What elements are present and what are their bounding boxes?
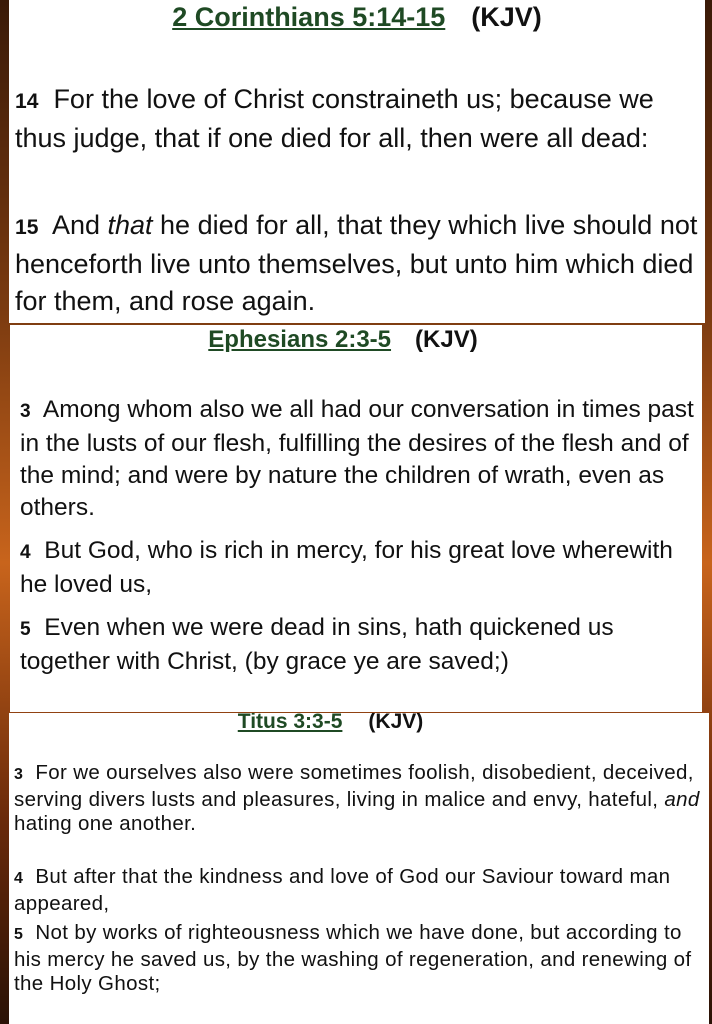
passage-heading xyxy=(9,2,705,33)
verse-text: Not by works of righteousness which we have done, but according to his mercy he saved us, by the washing of regeneration, and renewing of the Holy Ghost; xyxy=(14,921,692,995)
passage-panel-titus xyxy=(9,713,709,1024)
verse-text-pre: And xyxy=(51,210,108,240)
verse-text: Among whom also we all had our conversation in times past in the lusts of our flesh, fulfilling the desires of the flesh and of the mind; and were by nature the children of wrath, even as others. xyxy=(20,396,694,521)
passage-heading xyxy=(9,713,709,734)
verse-number: 3 xyxy=(14,766,24,783)
passage-panel-2-corinthians xyxy=(9,0,705,323)
verse-text-italic: that xyxy=(107,210,153,240)
verse-text-post: hating one another. xyxy=(14,812,197,835)
verse-number: 5 xyxy=(20,619,31,640)
verse-3 xyxy=(14,761,705,837)
verse-text-italic: and xyxy=(664,787,700,811)
verse-15 xyxy=(15,207,701,320)
passage-reference-link[interactable]: Titus 3:3-5 xyxy=(237,713,343,733)
passage-heading xyxy=(10,326,702,354)
verse-number: 4 xyxy=(20,542,31,563)
verse-number: 15 xyxy=(15,216,39,239)
verse-4 xyxy=(14,865,705,916)
verse-number: 5 xyxy=(14,926,24,943)
verse-text-post: he died for all, that they which live should not henceforth live unto themselves, but unto him which died for them, and rose again. xyxy=(15,210,698,316)
verse-text: But God, who is rich in mercy, for his great love wherewith he loved us, xyxy=(20,537,673,598)
passage-panel-ephesians xyxy=(10,325,702,712)
passage-reference-link[interactable]: 2 Corinthians 5:14-15 xyxy=(172,2,446,32)
verse-5 xyxy=(20,612,698,678)
version-label: (KJV) xyxy=(471,2,542,32)
verse-4 xyxy=(20,535,698,601)
passage-reference-link[interactable]: Ephesians 2:3-5 xyxy=(208,326,392,353)
verse-14 xyxy=(15,81,701,157)
verse-number: 3 xyxy=(20,401,31,422)
verse-number: 4 xyxy=(14,870,24,887)
verse-number: 14 xyxy=(15,90,39,113)
verse-3 xyxy=(20,394,698,524)
verse-text-pre: For we ourselves also were sometimes foolish, disobedient, deceived, serving divers lusts and pleasures, living in malice and envy, hateful, xyxy=(14,761,694,811)
verse-text: Even when we were dead in sins, hath quickened us together with Christ, (by grace ye are saved;) xyxy=(20,614,614,675)
version-label: (KJV) xyxy=(368,713,424,733)
verse-5 xyxy=(14,921,705,997)
verse-text: For the love of Christ constraineth us; because we thus judge, that if one died for all, then were all dead: xyxy=(15,84,654,153)
verse-text: But after that the kindness and love of God our Saviour toward man appeared, xyxy=(14,865,671,915)
version-label: (KJV) xyxy=(415,326,478,353)
